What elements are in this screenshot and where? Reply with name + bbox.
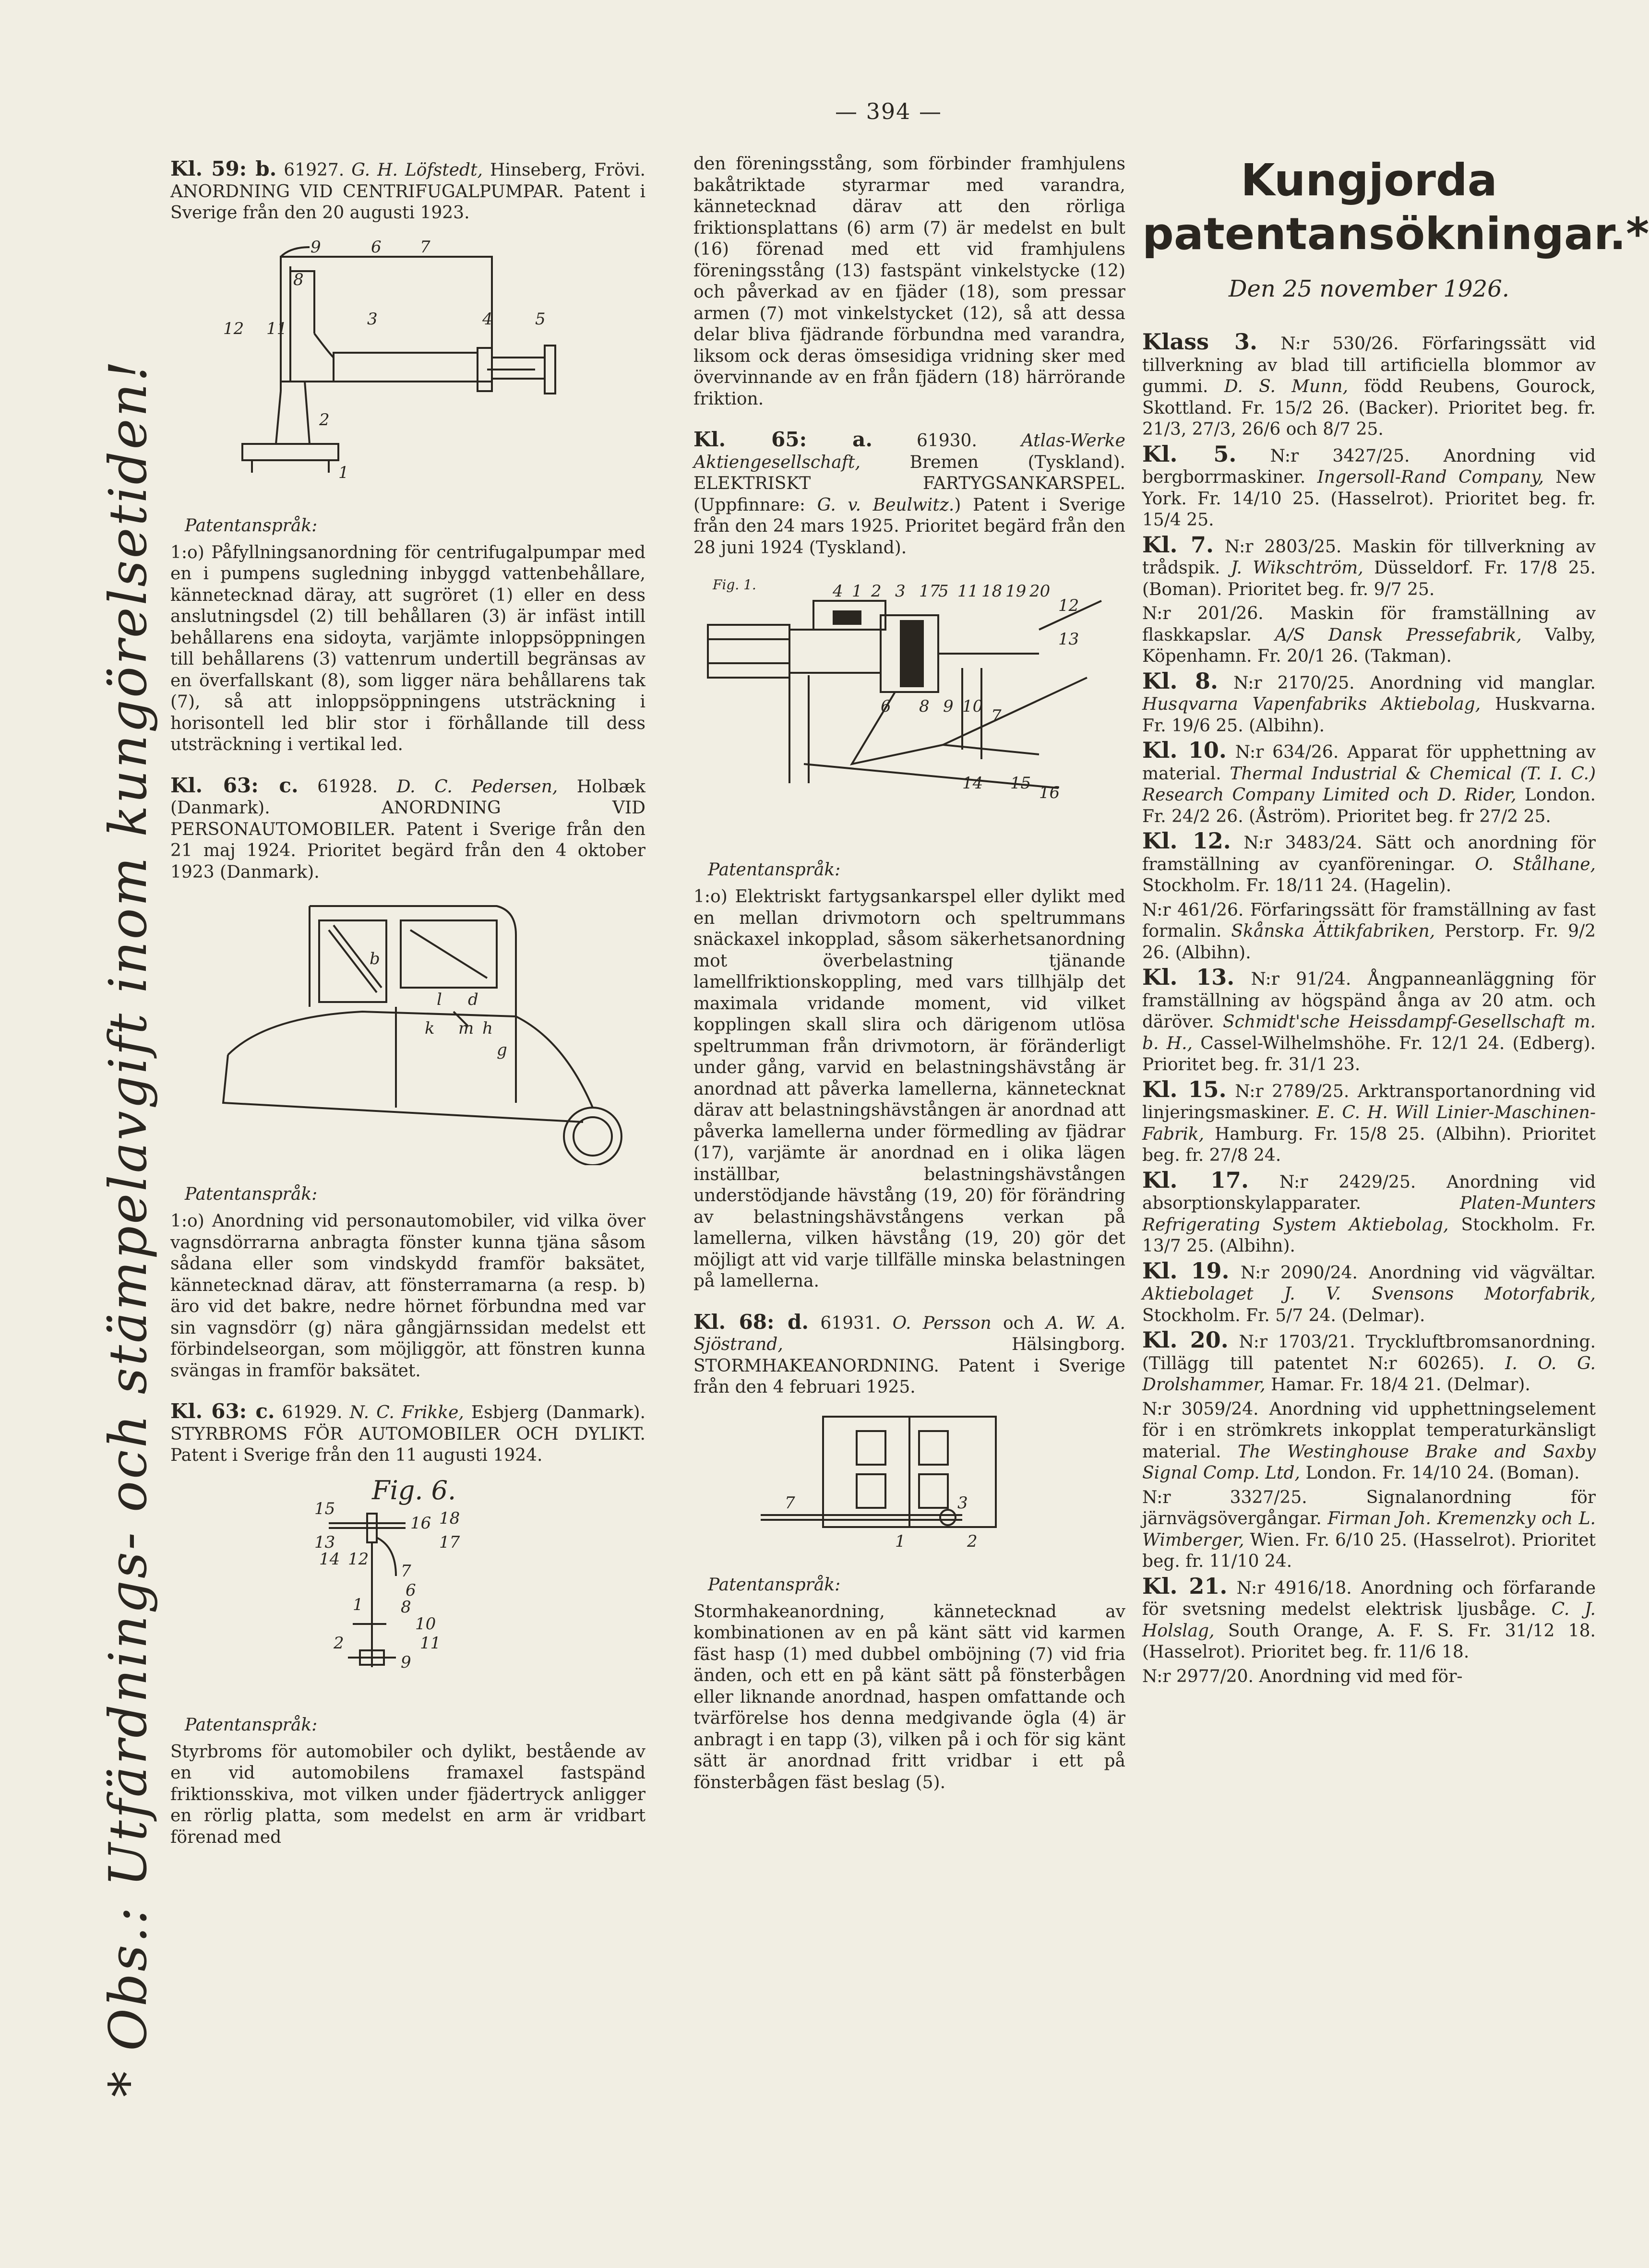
application-entry [1142, 964, 1596, 1076]
application-entry [1142, 1329, 1596, 1396]
class-label: Kl. 8. [1142, 668, 1219, 694]
figure-label: b [370, 949, 380, 968]
figure-label: 4 [833, 582, 843, 601]
automobile-drawing [170, 896, 645, 1165]
figure-label: 14 [962, 774, 983, 793]
figure-label: 2 [319, 410, 330, 430]
application-entry [1142, 443, 1596, 531]
entry-details: Düsseldorf. Fr. 17/8 25. (Boman). Prioritet beg. fr. 9/7 25. [1142, 558, 1596, 599]
applicant-name: Husqvarna Vapenfabriks Aktiebolag, [1142, 694, 1481, 714]
figure-steering-brake [170, 1475, 645, 1696]
figure-label: 17 [439, 1532, 460, 1552]
applicant-name: I. O. G. Drolshammer, [1142, 1353, 1596, 1395]
application-entry [1142, 1573, 1596, 1663]
applicant-name: Thermal Industrial & Chemical (T. I. C.) Research Company Limited och D. Rider, [1142, 764, 1596, 805]
entry-text: N:r 91/24. Ångpanneanläggning för framställning av högspänd ånga av 20 atm. och däröver. [1142, 969, 1596, 1032]
application-entry [1142, 331, 1596, 441]
figure-label: 4 [482, 309, 493, 329]
class-label: Kl. 13. [1142, 964, 1235, 990]
application-entry [1142, 670, 1596, 737]
application-entry [1142, 900, 1596, 964]
entry-text: N:r 201/26. Maskin för framställning av flaskkapslar. [1142, 604, 1596, 645]
figure-label: 13 [314, 1532, 335, 1552]
figure-storm-hook [693, 1412, 1125, 1556]
figure-label: 1 [852, 582, 862, 601]
applicant-name: C. J. Holslag, [1142, 1600, 1596, 1641]
class-label: Kl. 65: a. [693, 428, 873, 451]
applicant-name: O. Stålhane, [1475, 854, 1596, 874]
entry-details: Hamar. Fr. 18/4 21. (Delmar). [1271, 1375, 1530, 1395]
entry-text: N:r 461/26. Förfaringssätt för framställning av fast formalin. [1142, 900, 1596, 941]
figure-label: 11 [420, 1633, 441, 1653]
claim-text: 1:o) Påfyllningsanordning för centrifugalpumpar med en i pumpens sugledning inbyggd vattenbehållare, kännetecknad däray, att sugröret (1) eller en dess anslutningsdel (2) till behållaren (3) är infäst intill behållarens ena sidoyta, varjämte inloppsöppningen till behållarens (3) vattenrum undertill begränsas av en överfallskant (8), som ligger nära behållarens tak (7), så att inloppsöppningens utsträckning i horisontell led blir stor i förhållande till dess utsträckning i vertikal led. [170, 542, 645, 754]
figure-label: 15 [314, 1499, 335, 1518]
application-entry [1142, 1487, 1596, 1573]
figure-label: k [425, 1019, 435, 1038]
figure-label: 12 [223, 319, 244, 338]
entry-details: Stockholm. Fr. 13/7 25. (Albihn). [1142, 1215, 1596, 1256]
figure-label: 17 [919, 582, 940, 601]
column-2 [693, 154, 1125, 1807]
entry-61930: Kl. 65: a. 61930. Atlas-Werke Aktiengesellschaft, Bremen (Tyskland). ELEKTRISKT FARTYGSANKARSPEL. (Uppfinnare: G. v. Beulwitz.) Patent i Sverige från den 24 mars 1925. Prioritet begärd från den 28 juni 1924 (Tyskland). [693, 428, 1125, 558]
figure-label: 16 [1039, 783, 1060, 802]
figure-label: m [458, 1019, 474, 1038]
entry-details: Hamburg. Fr. 15/8 25. (Albihn). Prioritet beg. fr. 27/8 24. [1142, 1124, 1596, 1165]
class-label: Kl. 63: c. [170, 1399, 275, 1423]
applicant-name: Aktiebolaget J. V. Svensons Motorfabrik, [1142, 1284, 1596, 1304]
figure-label: 3 [895, 582, 906, 601]
applicant-name: Firman Joh. Kremenzky och L. Wimberger, [1142, 1509, 1596, 1550]
entry-61927: Kl. 59: b. 61927. G. H. Löfstedt, Hinseberg, Frövi. ANORDNING VID CENTRIFUGALPUMPAR. Patent i Sverige från den 20 augusti 1923. [170, 157, 645, 223]
entry-text: N:r 3327/25. Signalanordning för järnvägsövergångar. [1142, 1487, 1596, 1528]
figure-label: d [468, 990, 478, 1009]
entry-text: N:r 530/26. Förfaringssätt vid tillverkning av blad till artificiella blommor av gummi. [1142, 334, 1596, 396]
figure-label: 2 [871, 582, 882, 601]
class-label: Kl. 19. [1142, 1257, 1230, 1284]
entry-text: N:r 634/26. Apparat för upphettning av material. [1142, 742, 1596, 784]
figure-label: l [437, 990, 442, 1009]
figure-label: 7 [785, 1493, 795, 1513]
claim-text: 1:o) Elektriskt fartygsankarspel eller dylikt med en mellan drivmotorn och speltrummans snäckaxel inkopplad, såsom säkerhetsanordning mot överbelastning tjänande lamellfriktionskoppling, med vars tillhjälp det maximala vridande moment, vid vilket kopplingen skall slira och därigenom utlösa speltrumman från drivmotorn, är föränderligt under gång, varvid en belastningshävstång är anordnad att påverka lamellerna, kännetecknat därav att belastningshävstången är anordnad att påverka lamellerna under förmedling av fjädrar (17), varjämte är anordnad en i olika lägen inställbar, belastningshävstången understödjande hävstång (19, 20) för förändring av belastningshävstångens verkan på lamellerna, vilken hävstång (19, 20) gör det möjligt att vid varje tillfälle minska belastningen på lamellerna. [693, 887, 1125, 1291]
figure-label: 16 [410, 1513, 431, 1533]
figure-label: 6 [881, 697, 891, 716]
applicant-name: Platen-Munters Refrigerating System Aktiebolag, [1142, 1194, 1596, 1235]
class-label: Kl. 63: c. [170, 773, 299, 797]
application-entry [1142, 1076, 1596, 1167]
figure-label: 12 [1058, 596, 1079, 615]
pump-drawing [170, 238, 645, 497]
applicant-name: G. H. Löfstedt, [351, 160, 483, 180]
section-heading: Kungjorda patentansökningar.* [1142, 155, 1649, 260]
entry-details: Perstorp. Fr. 9/2 26. (Albihn). [1142, 921, 1596, 963]
entry-61931: Kl. 68: d. 61931. O. Persson och A. W. A. Sjöstrand, Hälsingborg. STORMHAKEANORDNING. Patent i Sverige från den 4 februari 1925. [693, 1310, 1125, 1397]
class-label: Kl. 15. [1142, 1076, 1227, 1102]
entry-details: London. Fr. 14/10 24. (Boman). [1305, 1463, 1580, 1483]
entry-details: Wien. Fr. 6/10 25. (Hasselrot). Prioritet beg. fr. 11/10 24. [1142, 1530, 1596, 1571]
claim-text: Stormhakeanordning, kännetecknad av kombinationen av en på känt sätt vid karmen fäst hasp (1) med dubbel omböjning (7) vid fria änden, och ett en på känt sätt på fönsterbågen eller liknande anordnad, haspen omfattande och tvärförelse hos denna medgivande ögla (4) är anbragt i en tapp (3), vilken på i och för sig känt sätt är anordnad fritt vridbar i ett på fönsterbågen fäst beslag (5). [693, 1601, 1125, 1792]
figure-label: h [482, 1019, 493, 1038]
figure-label: 10 [415, 1614, 436, 1634]
class-label: Klass 3. [1142, 329, 1258, 355]
figure-label: 5 [938, 582, 949, 601]
entry-details: South Orange, A. F. S. Fr. 31/12 18. (Hasselrot). Prioritet beg. fr. 11/6 18. [1142, 1621, 1596, 1662]
figure-label: 7 [401, 1561, 411, 1581]
application-entry [1142, 1666, 1596, 1688]
figure-label: 7 [991, 706, 1002, 726]
side-note: * Obs.: Utfärdnings- och stämpelavgift inom kungörelsetiden! [98, 358, 158, 2097]
claims-heading: Patentanspråk: [185, 1184, 318, 1204]
application-list [1142, 331, 1596, 1687]
figure-label: 20 [1029, 582, 1051, 601]
figure-label: g [497, 1040, 507, 1060]
figure-label: 1 [895, 1531, 906, 1551]
figure-label: 1 [353, 1595, 363, 1614]
figure-label: 15 [1010, 774, 1031, 793]
figure-label: 1 [338, 463, 349, 482]
applicant-name-2: A. W. A. Sjöstrand, [693, 1313, 1125, 1354]
figure-label: 18 [439, 1508, 460, 1528]
entry-text: N:r 2789/25. Arktransportanordning vid linjeringsmaskiner. [1142, 1081, 1596, 1122]
applicant-name: Atlas-Werke Aktiengesellschaft, [693, 431, 1125, 472]
figure-title: Fig. 6. [372, 1475, 456, 1505]
application-entry [1142, 830, 1596, 897]
application-entry [1142, 603, 1596, 668]
claim-continuation: den föreningsstång, som förbinder framhjulens bakåtriktade styrarmar med varandra, kännetecknad därav att den rörliga friktionsplattans (6) arm (7) är medelst en bult (16) förenad med ett vid framhjulens föreningsstång (13) fastspänt vinkelstycke (12) och påverkad av en fjäder (18), som pressar armen (7) mot vinkelstycket (12), så att dessa delar bliva fjädrande förbundna med varandra, liksom ock deras ömsesidiga vridning sker med övervinnande av en från fjädern (18) härrörande friktion. [693, 154, 1125, 409]
figure-label: 2 [334, 1633, 344, 1653]
application-entry [1142, 737, 1596, 827]
entry-text: N:r 1703/21. Tryckluftbromsanordning. (Tillägg till patentet N:r 60265). [1142, 1332, 1596, 1373]
figure-label: 18 [981, 582, 1003, 601]
figure-anchor-winch [693, 572, 1125, 841]
figure-label: 8 [919, 697, 930, 716]
entry-text: N:r 3427/25. Anordning vid bergborrmaskiner. [1142, 446, 1596, 487]
class-label: Kl. 12. [1142, 828, 1231, 854]
entry-text: N:r 2977/20. Anordning vid med för- [1142, 1666, 1463, 1686]
column-3 [1142, 149, 1649, 1690]
entry-text: N:r 2090/24. Anordning vid vägvältar. [1240, 1263, 1596, 1283]
claims-heading: Patentanspråk: [708, 860, 841, 880]
entry-details: Stockholm. Fr. 5/7 24. (Delmar). [1142, 1305, 1425, 1325]
entry-details: Cassel-Wilhelmshöhe. Fr. 12/1 24. (Edberg). Prioritet beg. fr. 31/1 23. [1142, 1033, 1596, 1074]
entry-text: N:r 2170/25. Anordning vid manglar. [1233, 673, 1596, 693]
applicant-name: Skånska Ättikfabriken, [1231, 921, 1435, 941]
entry-details: Huskvarna. Fr. 19/6 25. (Albihn). [1142, 694, 1596, 736]
entry-details: Valby, Köpenhamn. Fr. 20/1 26. (Takman). [1142, 625, 1596, 666]
application-entry [1142, 531, 1596, 601]
applicant-name: Ingersoll-Rand Company, [1317, 467, 1544, 487]
figure-label: 11 [266, 319, 287, 338]
storm-hook-drawing [693, 1412, 1125, 1556]
class-label: Kl. 59: b. [170, 157, 277, 180]
applicant-name: A/S Dansk Pressefabrik, [1275, 625, 1522, 645]
figure-label: 5 [535, 309, 546, 329]
claims-heading: Patentanspråk: [185, 1715, 318, 1735]
application-entry [1142, 1167, 1596, 1257]
entry-61929: Kl. 63: c. 61929. N. C. Frikke, Esbjerg (Danmark). STYRBROMS FÖR AUTOMOBILER OCH DYLIKT. Patent i Sverige från den 11 augusti 1924. [170, 1399, 645, 1465]
figure-label: 19 [1005, 582, 1027, 601]
figure-label: 2 [967, 1531, 978, 1551]
figure-label: 8 [401, 1597, 411, 1617]
applicant-name: D. S. Munn, [1224, 377, 1349, 396]
claim-text: Styrbroms för automobiler och dylikt, bestående av en vid automobilens framaxel fastspänd friktionsskiva, mot vilken under fjädertryck anligger en rörlig platta, som medelst en arm är vridbart förenad med [170, 1742, 645, 1847]
figure-title: Fig. 1. [713, 577, 756, 593]
applicant-name: J. Wikschtröm, [1231, 558, 1363, 578]
applicant-name: O. Persson [892, 1313, 992, 1333]
class-label: Kl. 68: d. [693, 1310, 809, 1334]
entry-text: N:r 4916/18. Anordning och förfarande för svetsning medelst elektrisk ljusbåge. [1142, 1578, 1596, 1619]
application-entry [1142, 1257, 1596, 1327]
figure-label: 3 [367, 309, 378, 329]
applicant-name: N. C. Frikke, [349, 1403, 464, 1422]
figure-label: 12 [348, 1549, 369, 1569]
figure-label: 10 [962, 697, 983, 716]
applicant-name: Schmidt'sche Heissdampf-Gesellschaft m. b. H., [1142, 1012, 1596, 1053]
class-label: Kl. 17. [1142, 1167, 1249, 1193]
entry-text: N:r 2429/25. Anordning vid absorptionskylapparater. [1142, 1172, 1596, 1213]
figure-label: 14 [319, 1549, 340, 1569]
figure-label: 9 [311, 237, 321, 257]
page-number: — 394 — [835, 98, 943, 124]
entry-details: New York. Fr. 14/10 25. (Hasselrot). Prioritet beg. fr. 15/4 25. [1142, 467, 1596, 530]
figure-label: 11 [957, 582, 979, 601]
figure-centrifugal-pump [170, 238, 645, 497]
claims-heading: Patentanspråk: [185, 515, 318, 536]
figure-automobile [170, 896, 645, 1165]
entry-text: N:r 2803/25. Maskin för tillverkning av trådspik. [1142, 537, 1596, 578]
figure-label: 6 [371, 237, 382, 257]
entry-text: N:r 3059/24. Anordning vid upphettningselement för i en strömkrets inkopplat temperaturkänsligt material. [1142, 1399, 1596, 1462]
applicant-name: E. C. H. Will Linier-Maschinen-Fabrik, [1142, 1103, 1596, 1144]
figure-label: 6 [406, 1580, 416, 1600]
inventor-name: G. v. Beulwitz. [817, 495, 955, 515]
claims-heading: Patentanspråk: [708, 1575, 841, 1595]
figure-label: 8 [293, 270, 304, 289]
figure-label: 9 [943, 697, 954, 716]
entry-text: N:r 3483/24. Sätt och anordning för framställning av cyanföreningar. [1142, 833, 1596, 874]
application-entry [1142, 1399, 1596, 1484]
column-1 [170, 158, 645, 1862]
entry-details: London. Fr. 24/2 26. (Åström). Prioritet beg. fr 27/2 25. [1142, 785, 1596, 826]
section-date: Den 25 november 1926. [1229, 275, 1509, 302]
class-label: Kl. 10. [1142, 737, 1227, 763]
figure-label: 7 [420, 237, 430, 257]
claim-text: 1:o) Anordning vid personautomobiler, vid vilka över vagnsdörrarna anbragta fönster kunna tjäna såsom sådana eller som vindskydd framför baksätet, kännetecknad därav, att fönsterramarna (a resp. b) äro vid det bakre, nedre hörnet förbundna med var sin vagnsdörr (g) nära gångjärnssidan medelst ett förbindelseorgan, som möjliggör, att fönstren kunna svängas in framför baksätet. [170, 1211, 645, 1381]
applicant-name: D. C. Pedersen, [396, 776, 558, 797]
entry-details: född Reubens, Gourock, Skottland. Fr. 15/2 26. (Backer). Prioritet beg. fr. 21/3, 27/3, 26/6 och 8/7 25. [1142, 377, 1596, 439]
entry-61928: Kl. 63: c. 61928. D. C. Pedersen, Holbæk (Danmark). ANORDNING VID PERSONAUTOMOBILER. Patent i Sverige från den 21 maj 1924. Prioritet begärd från den 4 oktober 1923 (Danmark). [170, 773, 645, 882]
figure-label: 13 [1058, 630, 1079, 649]
class-label: Kl. 20. [1142, 1327, 1229, 1353]
class-label: Kl. 7. [1142, 531, 1214, 558]
class-label: Kl. 21. [1142, 1573, 1228, 1599]
entry-details: Stockholm. Fr. 18/11 24. (Hagelin). [1142, 876, 1452, 895]
figure-label: 9 [401, 1652, 411, 1672]
figure-label: 3 [957, 1493, 968, 1513]
applicant-name: The Westinghouse Brake and Saxby Signal Comp. Ltd, [1142, 1442, 1596, 1483]
class-label: Kl. 5. [1142, 441, 1237, 467]
